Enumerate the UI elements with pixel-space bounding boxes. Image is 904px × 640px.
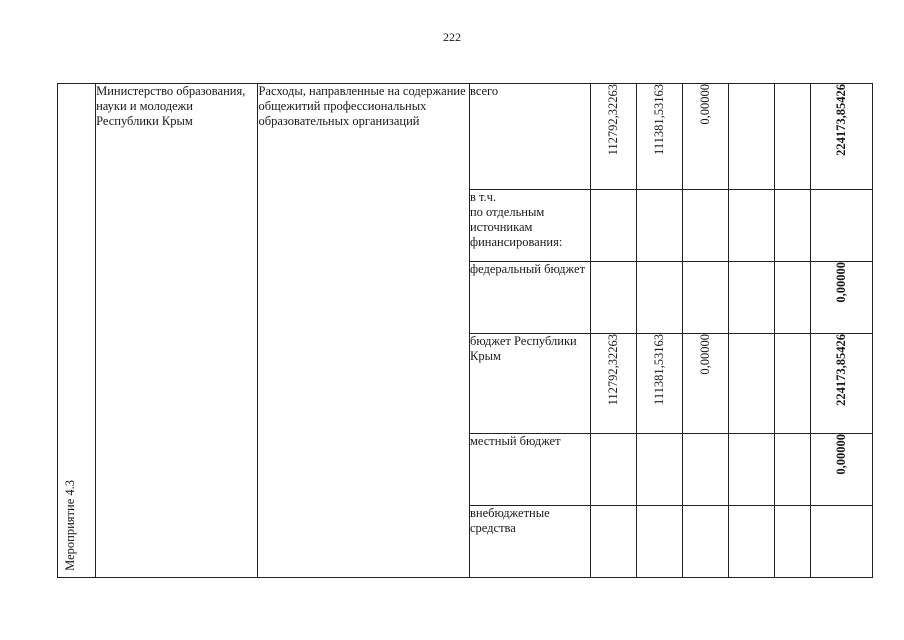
value-text: 0,00000 — [697, 334, 712, 375]
value-cell — [682, 334, 728, 434]
value-cell — [774, 506, 810, 578]
value-cell — [637, 506, 682, 578]
value-cell — [637, 334, 682, 434]
budget-table — [57, 83, 873, 578]
value-cell — [728, 262, 774, 334]
value-text: 111381,53163 — [651, 334, 666, 405]
value-cell — [591, 334, 637, 434]
value-cell — [591, 506, 637, 578]
table-row — [58, 84, 873, 190]
description-cell: Расходы, направленные на содержание общежитий профессиональных образовательных организаций — [258, 84, 470, 578]
total-cell — [810, 434, 872, 506]
value-cell — [637, 434, 682, 506]
value-cell — [637, 190, 682, 262]
value-cell — [728, 434, 774, 506]
value-cell — [682, 262, 728, 334]
total-text: 0,00000 — [833, 434, 848, 475]
value-cell — [774, 190, 810, 262]
value-text: 111381,53163 — [651, 84, 666, 155]
total-cell — [810, 506, 872, 578]
total-cell — [810, 262, 872, 334]
value-cell — [728, 334, 774, 434]
value-cell — [774, 434, 810, 506]
total-text: 224173,85426 — [833, 334, 848, 406]
total-cell — [810, 84, 872, 190]
value-cell — [637, 262, 682, 334]
value-text: 0,00000 — [697, 84, 712, 125]
total-text: 0,00000 — [833, 262, 848, 303]
source-cell: местный бюджет — [469, 434, 590, 506]
source-cell: в т.ч. по отдельным источникам финансирования: — [469, 190, 590, 262]
page-number: 222 — [443, 30, 461, 44]
source-cell: внебюджетные средства — [469, 506, 590, 578]
value-cell — [591, 434, 637, 506]
value-text: 112792,32263 — [606, 334, 621, 406]
value-cell — [682, 190, 728, 262]
value-cell — [728, 190, 774, 262]
executor-cell: Министерство образования, науки и молодежи Республики Крым — [96, 84, 258, 578]
value-cell — [682, 84, 728, 190]
event-cell — [58, 84, 96, 578]
source-cell: бюджет Республики Крым — [469, 334, 590, 434]
value-cell — [728, 84, 774, 190]
value-cell — [682, 506, 728, 578]
value-cell — [591, 84, 637, 190]
event-label: Мероприятие 4.3 — [63, 480, 77, 571]
total-cell — [810, 190, 872, 262]
value-cell — [637, 84, 682, 190]
value-cell — [728, 506, 774, 578]
source-cell: федеральный бюджет — [469, 262, 590, 334]
value-cell — [682, 434, 728, 506]
value-cell — [591, 262, 637, 334]
value-cell — [774, 84, 810, 190]
total-text: 224173,85426 — [833, 84, 848, 156]
value-text: 112792,32263 — [606, 84, 621, 156]
value-cell — [591, 190, 637, 262]
value-cell — [774, 334, 810, 434]
total-cell — [810, 334, 872, 434]
value-cell — [774, 262, 810, 334]
source-cell: всего — [469, 84, 590, 190]
